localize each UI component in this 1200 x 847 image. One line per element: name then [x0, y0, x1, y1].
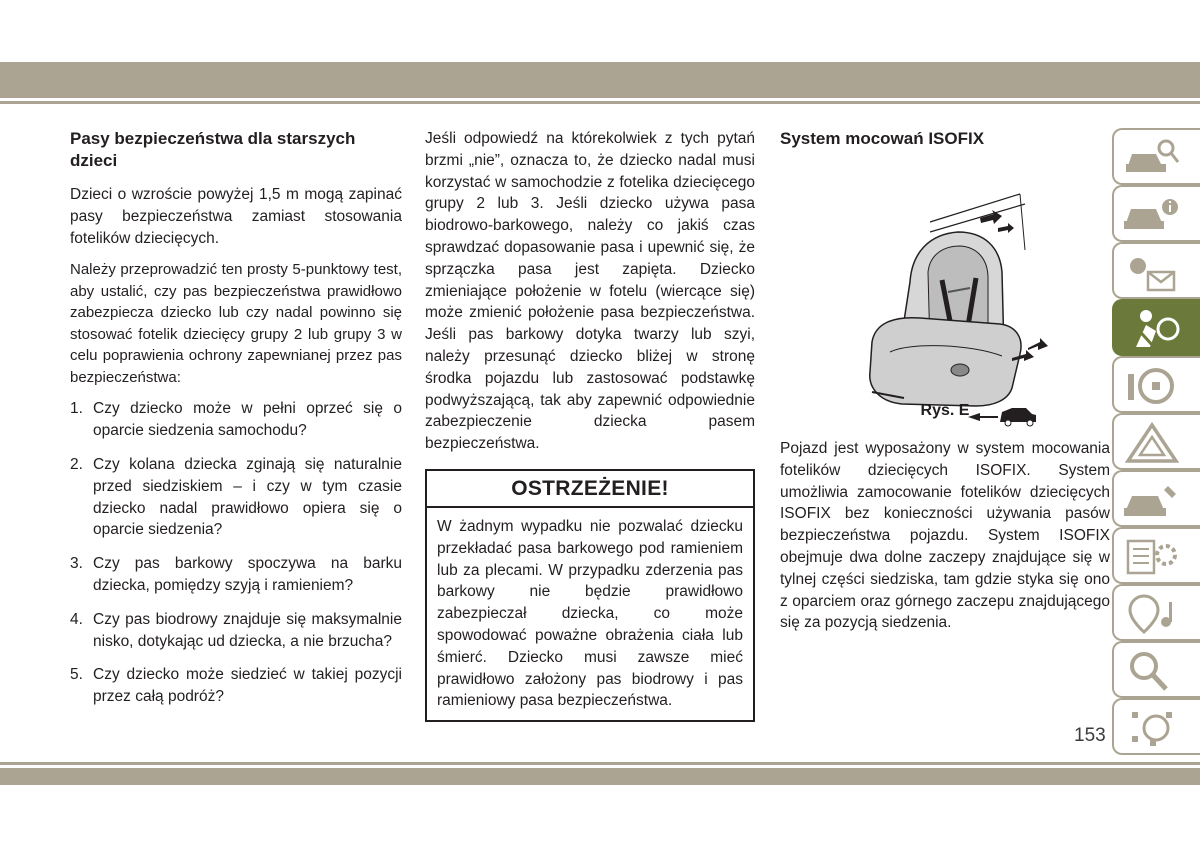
tab-warning-lights[interactable] [1112, 242, 1200, 299]
tab-safety[interactable] [1112, 299, 1200, 356]
tab-car-search[interactable] [1112, 128, 1200, 185]
header-rule [0, 101, 1200, 104]
footer-band [0, 768, 1200, 785]
seatbelt-fit-paragraph: Jeśli odpowiedź na którekolwiek z tych pytań brzmi „nie”, oznacza to, że dziecko nadal musi korzystać w samochodzie z fotelika dziecięcego grupy 2 lub 3. Jeśli dziecko używa pasa biodrowo-barkowego, należy co jakiś czas sprawdzać dopasowanie pasa i upewnić się, że sprzączka pasa jest zapięta. Dziecko zmieniające położenie w fotelu (wiercące się) może zmienić położenie pasa bezpieczeństwa. Jeśli pas barkowy dotyka twarzy lub szyi, należy przesunąć dziecko bliżej w stronę środka pojazdu lub zastosować podstawkę podwyższającą, tak aby zapewnić odpowiednie zabezpieczenie dziecka pasem bezpieczeństwa. [425, 130, 755, 453]
isofix-paragraph: Pojazd jest wyposażony w system mocowania fotelików dziecięcych ISOFIX. System umożliwia zamocowanie fotelików dziecięcych ISOFIX bez konieczności używania pasów bezpieczeństwa pojazdu. System ISOFIX obejmuje dwa dolne zaczepy znajdujące się w tylnej części siedziska, tam gdzie styka się ono z oparciem oraz górnego zaczepu znajdującego się za pozycją siedzenia. [780, 440, 1110, 632]
search-magnifier-icon [1122, 649, 1182, 693]
page-number: 153 [1074, 725, 1106, 746]
test-intro-paragraph: Należy przeprowadzić ten prosty 5-punktowy test, aby ustalić, czy pas bezpieczeństwa prawidłowo zabezpiecza dziecko lub czy nadal powinno się stosować fotelik dziecięcy grupy 2 lub grupy 3 w celu poprawienia ochrony zapewnianej przez pas bezpieczeństwa: [70, 261, 402, 386]
isofix-figure [780, 162, 1110, 422]
list-item: 4. Czy pas biodrowy znajduje się maksymalnie nisko, dotykając ud dziecka, a nie brzucha? [70, 610, 402, 650]
column-right [780, 128, 1110, 632]
car-info-icon [1122, 193, 1182, 237]
tab-emergency[interactable] [1112, 413, 1200, 470]
tab-starting-driving[interactable] [1112, 356, 1200, 413]
footer-rule [0, 762, 1200, 765]
warning-text: W żadnym wypadku nie pozwalać dziecku przekładać pasa barkowego pod ramieniem lub za plecami. W przypadku zderzenia pas barkowy nie będzie prawidłowo zabezpieczał dziecka, co może spowodować poważne obrażenia ciała lub śmierć. Dziecko musi zawsze mieć prawidłowo założony pas biodrowy i pas ramieniowy pasa bezpieczeństwa. [437, 517, 743, 710]
section-heading-isofix: System mocowań ISOFIX [780, 129, 985, 148]
section-heading-older-children: Pasy bezpieczeństwa dla starszych dzieci [70, 129, 356, 170]
warning-title: OSTRZEŻENIE! [427, 471, 753, 508]
list-item: 1. Czy dziecko może w pełni oprzeć się o oparcie siedzenia samochodu? [70, 400, 402, 440]
list-item: 2. Czy kolana dziecka zginają się naturalnie przed siedziskiem – i czy w tym czasie dziecko nadal prawidłowo opiera się o oparcie siedzenia? [70, 455, 402, 539]
multimedia-icon [1122, 592, 1182, 636]
warning-light-message-icon [1122, 250, 1182, 294]
warning-box [425, 469, 755, 722]
tab-multimedia[interactable] [1112, 584, 1200, 641]
tab-search[interactable] [1112, 641, 1200, 698]
tab-service[interactable] [1112, 470, 1200, 527]
intro-paragraph: Dzieci o wzroście powyżej 1,5 m mogą zapinać pasy bezpieczeństwa zamiast stosowania fotelików dziecięcych. [70, 186, 402, 247]
tab-specifications[interactable] [1112, 527, 1200, 584]
question-list [70, 398, 402, 708]
list-item: 3. Czy pas barkowy spoczywa na barku dziecka, pomiędzy szyją i ramieniem? [70, 555, 402, 594]
header-band [0, 62, 1200, 98]
seatbelt-airbag-icon [1122, 307, 1182, 351]
index-letters-icon [1122, 706, 1182, 750]
specifications-gear-icon [1122, 535, 1182, 579]
steering-wheel-icon [1122, 364, 1182, 408]
figure-caption: Rys. E [920, 402, 970, 419]
isofix-child-seat-illustration [780, 162, 1110, 427]
column-left [70, 128, 402, 720]
tab-car-info[interactable] [1112, 185, 1200, 242]
car-maintenance-icon [1122, 478, 1182, 522]
list-item: 5. Czy dziecko może siedzieć w takiej pozycji przez całą podróż? [70, 666, 402, 706]
column-middle [425, 128, 755, 722]
car-search-icon [1122, 136, 1182, 180]
hazard-triangle-icon [1122, 421, 1182, 465]
tab-index[interactable] [1112, 698, 1200, 755]
